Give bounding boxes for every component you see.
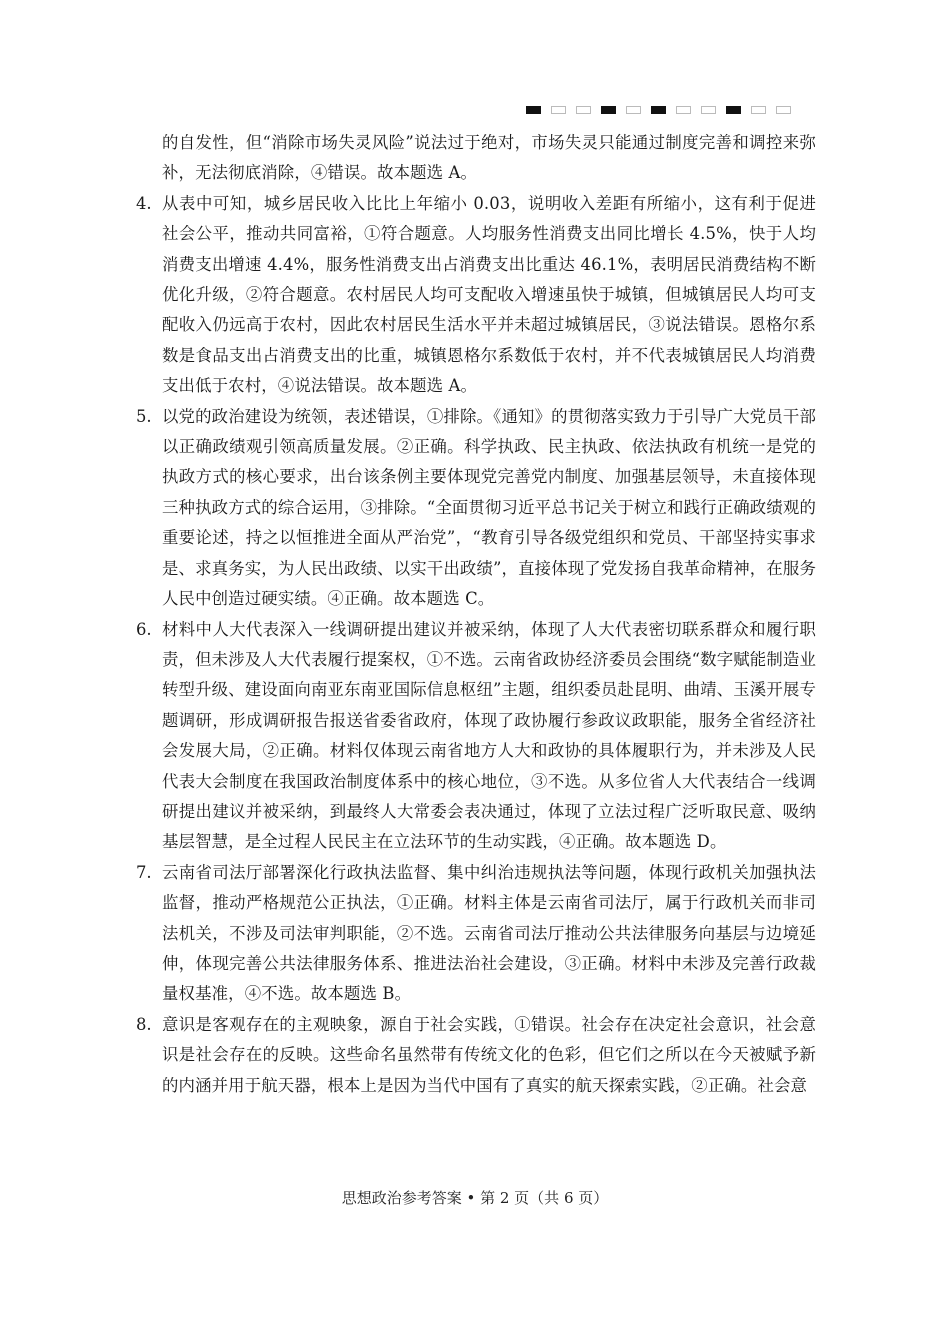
item-text: 材料中人大代表深入一线调研提出建议并被采纳，体现了人大代表密切联系群众和履行职责，但未涉及人大代表履行提案权，①不选。云南省政协经济委员会围绕“数字赋能制造业转型升级、建设面向南亚东南亚国际信息枢纽”主题，组织委员赴昆明、曲靖、玉溪开展专题调研，形成调研报告报送省委省政府，体现了政协履行参政议政职能，服务全省经济社会发展大局，②正确。材料仅体现云南省地方人大和政协的具体履职行为，并未涉及人民代表大会制度在我国政治制度体系中的核心地位，③不选。从多位省人大代表结合一线调研提出建议并被采纳，到最终人大常委会表决通过，体现了立法过程广泛听取民意、吸纳基层智慧，是全过程人民民主在立法环节的生动实践，④正确。故本题选 D。 [162,619,816,852]
answer-item-4 [136,189,816,402]
empty-mark [626,106,641,114]
answer-item-7 [136,858,816,1010]
answer-item-6 [136,615,816,858]
empty-mark [551,106,566,114]
item-text: 从表中可知，城乡居民收入比比上年缩小 0.03，说明收入差距有所缩小，这有利于促进社会公平，推动共同富裕，①符合题意。人均服务性消费支出同比增长 4.5%，快于人均消费支出增速 4.4%，服务性消费支出占消费支出比重达 46.1%，表明居民消费结构不断优化升级，②符合题意。农村居民人均可支配收入增速虽快于城镇，但城镇居民人均可支配收入仍远高于农村，因此农村居民生活水平并未超过城镇居民，③说法错误。恩格尔系数是食品支出占消费支出的比重，城镇恩格尔系数低于农村，并不代表城镇居民人均消费支出低于农村，④说法错误。故本题选 A。 [162,193,816,396]
empty-mark [751,106,766,114]
filled-mark [651,106,666,114]
answer-item-8 [136,1010,816,1101]
empty-mark [701,106,716,114]
item-text: 意识是客观存在的主观映象，源自于社会实践，①错误。社会存在决定社会意识，社会意识是社会存在的反映。这些命名虽然带有传统文化的色彩，但它们之所以在今天被赋予新的内涵并用于航天器，根本上是因为当代中国有了真实的航天探索实践，②正确。社会意 [162,1014,816,1095]
item-text: 以党的政治建设为统领，表述错误，①排除。《通知》的贯彻落实致力于引导广大党员干部以正确政绩观引领高质量发展。②正确。科学执政、民主执政、依法执政有机统一是党的执政方式的核心要求，出台该条例主要体现党完善党内制度、加强基层领导，未直接体现三种执政方式的综合运用，③排除。“全面贯彻习近平总书记关于树立和践行正确政绩观的重要论述，持之以恒推进全面从严治党”，“教育引导各级党组织和党员、干部坚持实事求是、求真务实，为人民出政绩、以实干出政绩”，直接体现了党发扬自我革命精神，在服务人民中创造过硬实绩。④正确。故本题选 C。 [162,406,816,609]
header-marks [526,106,801,114]
answer-item-5 [136,402,816,615]
item-number: 5. [136,406,152,426]
item-number: 4. [136,193,152,213]
filled-mark [601,106,616,114]
continuation-paragraph: 的自发性，但“消除市场失灵风险”说法过于绝对，市场失灵只能通过制度完善和调控来弥补，无法彻底消除，④错误。故本题选 A。 [162,133,816,183]
item-number: 7. [136,862,152,882]
item-number: 8. [136,1014,152,1034]
empty-mark [676,106,691,114]
item-text: 云南省司法厅部署深化行政执法监督、集中纠治违规执法等问题，体现行政机关加强执法监督，推动严格规范公正执法，①正确。材料主体是云南省司法厅，属于行政机关而非司法机关，不涉及司法审判职能，②不选。云南省司法厅推动公共法律服务向基层与边境延伸，体现完善公共法律服务体系、推进法治社会建设，③正确。材料中未涉及完善行政裁量权基准，④不选。故本题选 B。 [162,862,816,1004]
filled-mark [726,106,741,114]
page-footer: 思想政治参考答案 • 第 2 页（共 6 页） [341,1189,609,1207]
answer-content [136,128,816,1101]
empty-mark [576,106,591,114]
empty-mark [776,106,791,114]
item-number: 6. [136,619,152,639]
filled-mark [526,106,541,114]
